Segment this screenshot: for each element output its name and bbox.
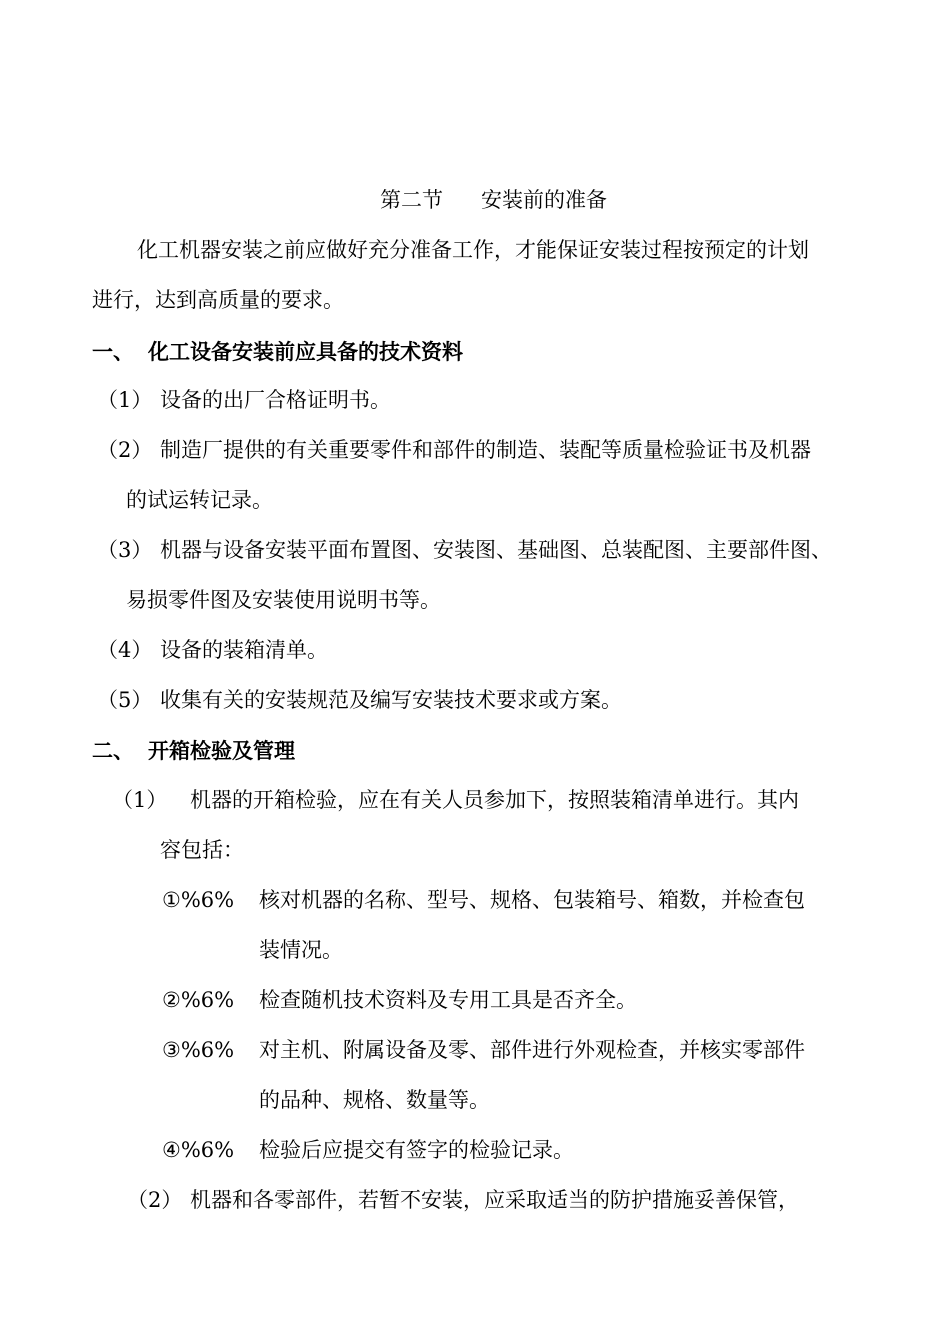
list-item-marker: （1） — [97, 388, 153, 412]
subitem-text-continued: 装情况。 — [259, 938, 343, 962]
section-name: 安装前的准备 — [481, 188, 607, 212]
list-item-text: 机器和各零部件，若暂不安装，应采取适当的防护措施妥善保管， — [190, 1188, 799, 1212]
list-item-text: 机器与设备安装平面布置图、安装图、基础图、总装配图、主要部件图、 — [160, 538, 832, 562]
list-item-marker: （3） — [97, 538, 153, 562]
part2-heading: 开箱检验及管理 — [148, 738, 295, 763]
list-item-marker: （2） — [127, 1188, 183, 1212]
list-item-text: 制造厂提供的有关重要零件和部件的制造、装配等质量检验证书及机器 — [160, 438, 811, 462]
list-item-marker: （5） — [97, 688, 153, 712]
list-item-text-continued: 的试运转记录。 — [126, 488, 273, 512]
subitem-text: 检验后应提交有签字的检验记录。 — [259, 1138, 574, 1162]
list-item-marker: （2） — [97, 438, 153, 462]
list-item-marker: （4） — [97, 638, 153, 662]
part1-heading: 化工设备安装前应具备的技术资料 — [148, 339, 463, 364]
subitem-text-continued: 的品种、规格、数量等。 — [259, 1088, 490, 1112]
subitem-text: 对主机、附属设备及零、部件进行外观检查，并核实零部件 — [259, 1038, 805, 1062]
subitem-marker: ④%6% — [162, 1138, 235, 1162]
list-item-text: 设备的出厂合格证明书。 — [160, 388, 391, 412]
section-number: 第二节 — [380, 188, 443, 212]
intro-line-1: 化工机器安装之前应做好充分准备工作，才能保证安装过程按预定的计划 — [137, 238, 809, 262]
list-item-text: 设备的装箱清单。 — [160, 638, 328, 662]
intro-line-2: 进行，达到高质量的要求。 — [92, 288, 344, 312]
part1-marker: 一、 — [92, 339, 134, 364]
subitem-marker: ①%6% — [162, 888, 235, 912]
list-item-text: 收集有关的安装规范及编写安装技术要求或方案。 — [160, 688, 622, 712]
subitem-marker: ③%6% — [162, 1038, 235, 1062]
section-title — [380, 190, 607, 211]
list-item-marker: （1） — [112, 788, 168, 812]
part2-marker: 二、 — [92, 738, 134, 763]
list-item-text-continued: 易损零件图及安装使用说明书等。 — [126, 588, 441, 612]
list-item-text: 机器的开箱检验，应在有关人员参加下，按照装箱清单进行。其内 — [190, 788, 799, 812]
subitem-marker: ②%6% — [162, 988, 235, 1012]
subitem-text: 核对机器的名称、型号、规格、包装箱号、箱数，并检查包 — [259, 888, 805, 912]
subitem-text: 检查随机技术资料及专用工具是否齐全。 — [259, 988, 637, 1012]
list-item-text-continued: 容包括： — [160, 838, 244, 862]
